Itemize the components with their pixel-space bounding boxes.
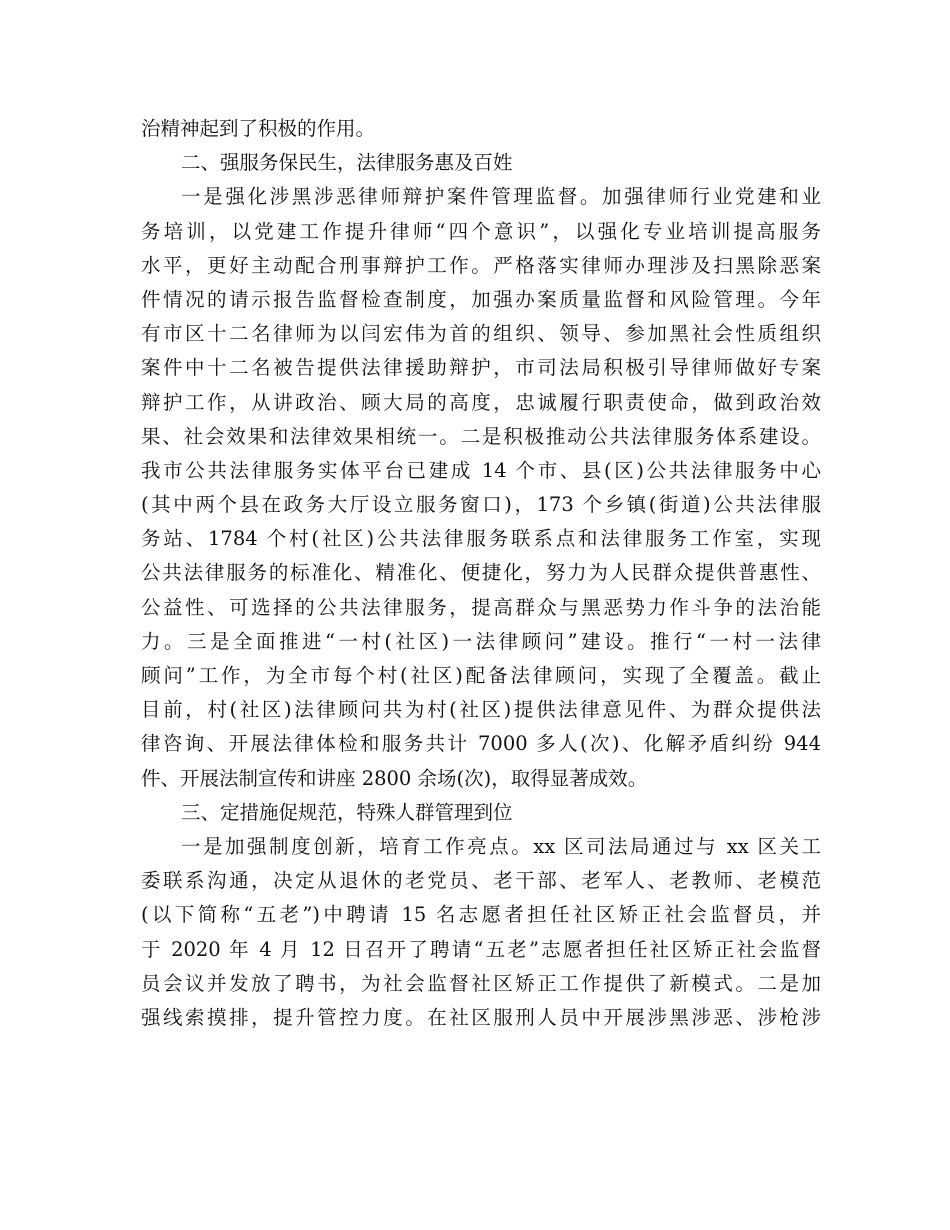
paragraph-line: 目前，村(社区)法律顾问共为村(社区)提供法律意见件、为群众提供法: [141, 698, 821, 722]
document-body: [141, 112, 821, 1035]
paragraph-line: 务培训，以党建工作提升律师“四个意识”，以强化专业培训提高服务: [141, 219, 821, 243]
paragraph-line: 治精神起到了积极的作用。: [141, 117, 376, 140]
paragraph-line: 于 2020 年 4 月 12 日召开了聘请“五老”志愿者担任社区矫正社会监督: [141, 937, 821, 961]
paragraph-line: 员会议并发放了聘书，为社会监督社区矫正工作提供了新模式。二是加: [141, 971, 821, 995]
paragraph-line: 件情况的请示报告监督检查制度，加强办案质量监督和风险管理。今年: [141, 287, 821, 311]
paragraph-line: 一是强化涉黑涉恶律师辩护案件管理监督。加强律师行业党建和业: [181, 185, 821, 209]
paragraph-line: 水平，更好主动配合刑事辩护工作。严格落实律师办理涉及扫黑除恶案: [141, 253, 821, 277]
section-heading: 二、强服务保民生，法律服务惠及百姓: [181, 151, 513, 175]
paragraph-line: 有市区十二名律师为以闫宏伟为首的组织、领导、参加黑社会性质组织: [141, 322, 821, 346]
paragraph-line: 我市公共法律服务实体平台已建成 14 个市、县(区)公共法律服务中心: [141, 458, 821, 482]
paragraph-line: 力。三是全面推进“一村(社区)一法律顾问”建设。推行“一村一法律: [141, 629, 821, 653]
paragraph-line: 果、社会效果和法律效果相统一。二是积极推动公共法律服务体系建设。: [141, 424, 821, 448]
paragraph-line: (以下简称“五老”)中聘请 15 名志愿者担任社区矫正社会监督员，并: [141, 903, 821, 927]
paragraph-line: 公益性、可选择的公共法律服务，提高群众与黑恶势力作斗争的法治能: [141, 595, 821, 619]
paragraph-line: (其中两个县在政务大厅设立服务窗口)，173 个乡镇(街道)公共法律服: [141, 493, 821, 517]
paragraph-line: 律咨询、开展法律体检和服务共计 7000 多人(次)、化解矛盾纠纷 944: [141, 732, 821, 756]
section-heading: 三、定措施促规范，特殊人群管理到位: [181, 800, 513, 824]
paragraph-line: 委联系沟通，决定从退休的老党员、老干部、老军人、老教师、老模范: [141, 869, 821, 893]
paragraph-line: 辩护工作，从讲政治、顾大局的高度，忠诚履行职责使命，做到政治效: [141, 390, 821, 414]
paragraph-line: 务站、1784 个村(社区)公共法律服务联系点和法律服务工作室，实现: [141, 527, 821, 551]
paragraph-line: 件、开展法制宣传和讲座 2800 余场(次)，取得显著成效。: [141, 766, 648, 790]
paragraph-line: 强线索摸排，提升管控力度。在社区服刑人员中开展涉黑涉恶、涉枪涉: [141, 1005, 821, 1029]
paragraph-line: 公共法律服务的标准化、精准化、便捷化，努力为人民群众提供普惠性、: [141, 561, 821, 585]
paragraph-line: 案件中十二名被告提供法律援助辩护，市司法局积极引导律师做好专案: [141, 356, 821, 380]
paragraph-line: 一是加强制度创新，培育工作亮点。xx 区司法局通过与 xx 区关工: [181, 834, 821, 858]
paragraph-line: 顾问”工作，为全市每个村(社区)配备法律顾问，实现了全覆盖。截止: [141, 664, 821, 687]
